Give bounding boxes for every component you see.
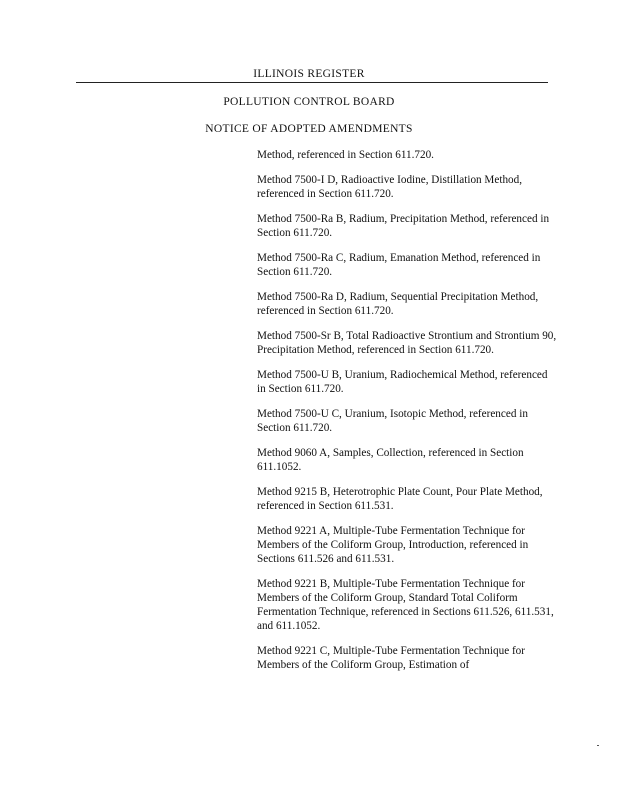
method-reference-list <box>257 148 557 683</box>
list-item: Method 7500-U C, Uranium, Isotopic Method, referenced in Section 611.720. <box>257 408 528 434</box>
list-item: Method 7500-Ra C, Radium, Emanation Method, referenced in Section 611.720. <box>257 252 541 278</box>
list-item: Method 9221 B, Multiple-Tube Fermentation Technique for Members of the Coliform Group, Standard Total Coliform Fermentation Technique, referenced in Sections 611.526, 611.531, and 611.1052. <box>257 578 554 632</box>
register-title: ILLINOIS REGISTER <box>253 68 365 80</box>
list-item: Method 9221 A, Multiple-Tube Fermentation Technique for Members of the Coliform Group, Introduction, referenced in Sections 611.526 and 611.531. <box>257 525 529 565</box>
board-name: POLLUTION CONTROL BOARD <box>223 96 395 108</box>
list-item: Method 7500-U B, Uranium, Radiochemical Method, referenced in Section 611.720. <box>257 369 548 395</box>
list-item: Method 7500-Ra B, Radium, Precipitation Method, referenced in Section 611.720. <box>257 213 550 239</box>
list-item: Method 9215 B, Heterotrophic Plate Count, Pour Plate Method, referenced in Section 611.531. <box>257 486 543 512</box>
list-item: Method 9060 A, Samples, Collection, referenced in Section 611.1052. <box>257 447 524 473</box>
list-item: Method 7500-Ra D, Radium, Sequential Precipitation Method, referenced in Section 611.720. <box>257 291 539 317</box>
list-item: Method 9221 C, Multiple-Tube Fermentation Technique for Members of the Coliform Group, Estimation of <box>257 645 525 671</box>
scan-speck <box>597 745 599 746</box>
list-item: Method, referenced in Section 611.720. <box>257 149 434 161</box>
notice-title: NOTICE OF ADOPTED AMENDMENTS <box>205 123 413 135</box>
list-item: Method 7500-Sr B, Total Radioactive Strontium and Strontium 90, Precipitation Method, referenced in Section 611.720. <box>257 330 557 356</box>
list-item: Method 7500-I D, Radioactive Iodine, Distillation Method, referenced in Section 611.720. <box>257 174 523 200</box>
header-divider <box>76 82 548 83</box>
